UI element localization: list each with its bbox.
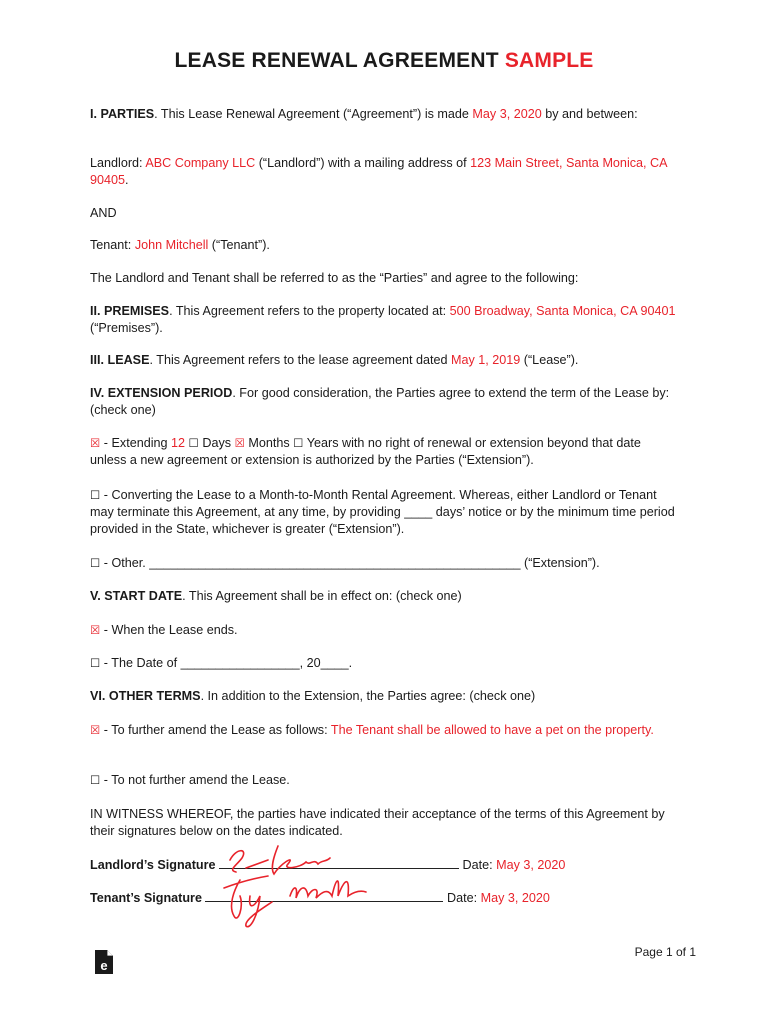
start-opt1-text: - When the Lease ends. xyxy=(100,623,238,637)
svg-text:e: e xyxy=(100,958,108,973)
checkbox-unchecked-icon[interactable]: ☐ xyxy=(90,556,101,570)
section-extension xyxy=(90,385,680,419)
tenant-text: (“Tenant”). xyxy=(208,238,270,252)
lease-end: (“Lease”). xyxy=(520,353,579,367)
landlord-address: 123 Main Street, Santa Monica, CA 90405 xyxy=(90,156,667,187)
tenant-signature-date: May 3, 2020 xyxy=(480,891,550,905)
tenant-signature-row xyxy=(90,888,680,907)
premises-heading: II. PREMISES xyxy=(90,304,170,318)
tenant-name: John Mitchell xyxy=(134,238,209,252)
checkbox-checked-icon[interactable]: ☒ xyxy=(90,623,101,637)
section-other-terms xyxy=(90,688,680,705)
title-main: LEASE RENEWAL AGREEMENT xyxy=(174,49,499,72)
other-option-1 xyxy=(90,722,680,739)
parties-note: The Landlord and Tenant shall be referred to as the “Parties” and agree to the following: xyxy=(90,271,579,285)
months-label: Months xyxy=(244,436,294,450)
tenant-handwritten-signature xyxy=(220,866,385,934)
tenant-label: Tenant: xyxy=(90,238,135,252)
other-text: . In addition to the Extension, the Parties agree: (check one) xyxy=(200,689,536,703)
checkbox-years-icon[interactable]: ☐ xyxy=(293,436,304,450)
tenant-paragraph xyxy=(90,237,680,254)
landlord-signature-row xyxy=(90,855,680,874)
checkbox-unchecked-icon[interactable]: ☐ xyxy=(90,488,101,502)
tenant-signature-label: Tenant’s Signature xyxy=(90,891,202,905)
parties-heading: I. PARTIES xyxy=(90,107,155,121)
section-lease xyxy=(90,352,680,369)
checkbox-unchecked-icon[interactable]: ☐ xyxy=(90,656,101,670)
title-accent: SAMPLE xyxy=(504,49,594,72)
tenant-date-label: Date: xyxy=(443,891,481,905)
start-heading: V. START DATE xyxy=(90,589,183,603)
landlord-signature-label: Landlord’s Signature xyxy=(90,858,216,872)
other-heading: VI. OTHER TERMS xyxy=(90,689,201,703)
checkbox-checked-icon[interactable]: ☒ xyxy=(90,723,101,737)
start-opt2-text: - The Date of _________________, 20____. xyxy=(100,656,353,670)
opt3-text: - Other. _____________________________________________________ (“Extension”). xyxy=(100,556,600,570)
other-opt1-text: - To further amend the Lease as follows: xyxy=(100,723,331,737)
landlord-name: ABC Company LLC xyxy=(145,156,256,170)
lease-text: . This Agreement refers to the lease agreement dated xyxy=(149,353,451,367)
extension-option-3 xyxy=(90,555,680,572)
document-title xyxy=(0,47,768,75)
section-parties xyxy=(90,106,680,123)
section-start-date xyxy=(90,588,680,605)
lease-heading: III. LEASE xyxy=(90,353,150,367)
start-text: . This Agreement shall be in effect on: (check one) xyxy=(182,589,462,603)
days-label: Days xyxy=(198,436,235,450)
checkbox-unchecked-icon[interactable]: ☐ xyxy=(90,773,101,787)
page-number: Page 1 of 1 xyxy=(634,945,696,959)
checkbox-days-icon[interactable]: ☐ xyxy=(188,436,199,450)
parties-text: . This Lease Renewal Agreement (“Agreement”) is made xyxy=(154,107,473,121)
extension-number: 12 xyxy=(171,436,186,450)
amendment-text: The Tenant shall be allowed to have a pet on the property. xyxy=(330,723,654,737)
premises-end: (“Premises”). xyxy=(90,321,163,335)
other-opt2-text: - To not further amend the Lease. xyxy=(100,773,290,787)
section-premises xyxy=(90,303,680,337)
start-option-2 xyxy=(90,655,680,672)
extension-text: . For good consideration, the Parties agree to extend the term of the Lease by: (check one) xyxy=(90,386,670,417)
landlord-paragraph xyxy=(90,155,680,189)
agreement-date: May 3, 2020 xyxy=(472,107,542,121)
landlord-end: . xyxy=(125,173,129,187)
opt2-text: - Converting the Lease to a Month-to-Month Rental Agreement. Whereas, either Landlord or Tenant may terminate this Agreement, at any time, by providing ____ days’ notice or by the minimum time period provided in the State, whichever is greater (“Extension”). xyxy=(90,488,675,536)
other-option-2 xyxy=(90,772,680,789)
eforms-logo-icon xyxy=(94,949,114,975)
start-option-1 xyxy=(90,622,680,639)
and-text: AND xyxy=(90,206,117,220)
opt1-text: - Extending xyxy=(100,436,172,450)
landlord-text: (“Landlord”) with a mailing address of xyxy=(255,156,471,170)
opt1-rest: Years with no right of renewal or extension beyond that date unless a new agreement or extension is authorized by the Parties (“Extension”). xyxy=(90,436,641,467)
extension-heading: IV. EXTENSION PERIOD xyxy=(90,386,233,400)
witness-paragraph: IN WITNESS WHEREOF, the parties have indicated their acceptance of the terms of this Agreement by their signatures below on the dates indicated. xyxy=(90,807,665,838)
landlord-signature-date: May 3, 2020 xyxy=(496,858,566,872)
landlord-date-label: Date: xyxy=(458,858,497,872)
lease-date: May 1, 2019 xyxy=(450,353,521,367)
premises-address: 500 Broadway, Santa Monica, CA 90401 xyxy=(449,304,676,318)
checkbox-months-icon[interactable]: ☒ xyxy=(234,436,245,450)
extension-option-1 xyxy=(90,435,680,469)
premises-text: . This Agreement refers to the property located at: xyxy=(169,304,450,318)
checkbox-checked-icon[interactable]: ☒ xyxy=(90,436,101,450)
landlord-label: Landlord: xyxy=(90,156,146,170)
extension-option-2 xyxy=(90,487,680,538)
parties-text-end: by and between: xyxy=(541,107,638,121)
